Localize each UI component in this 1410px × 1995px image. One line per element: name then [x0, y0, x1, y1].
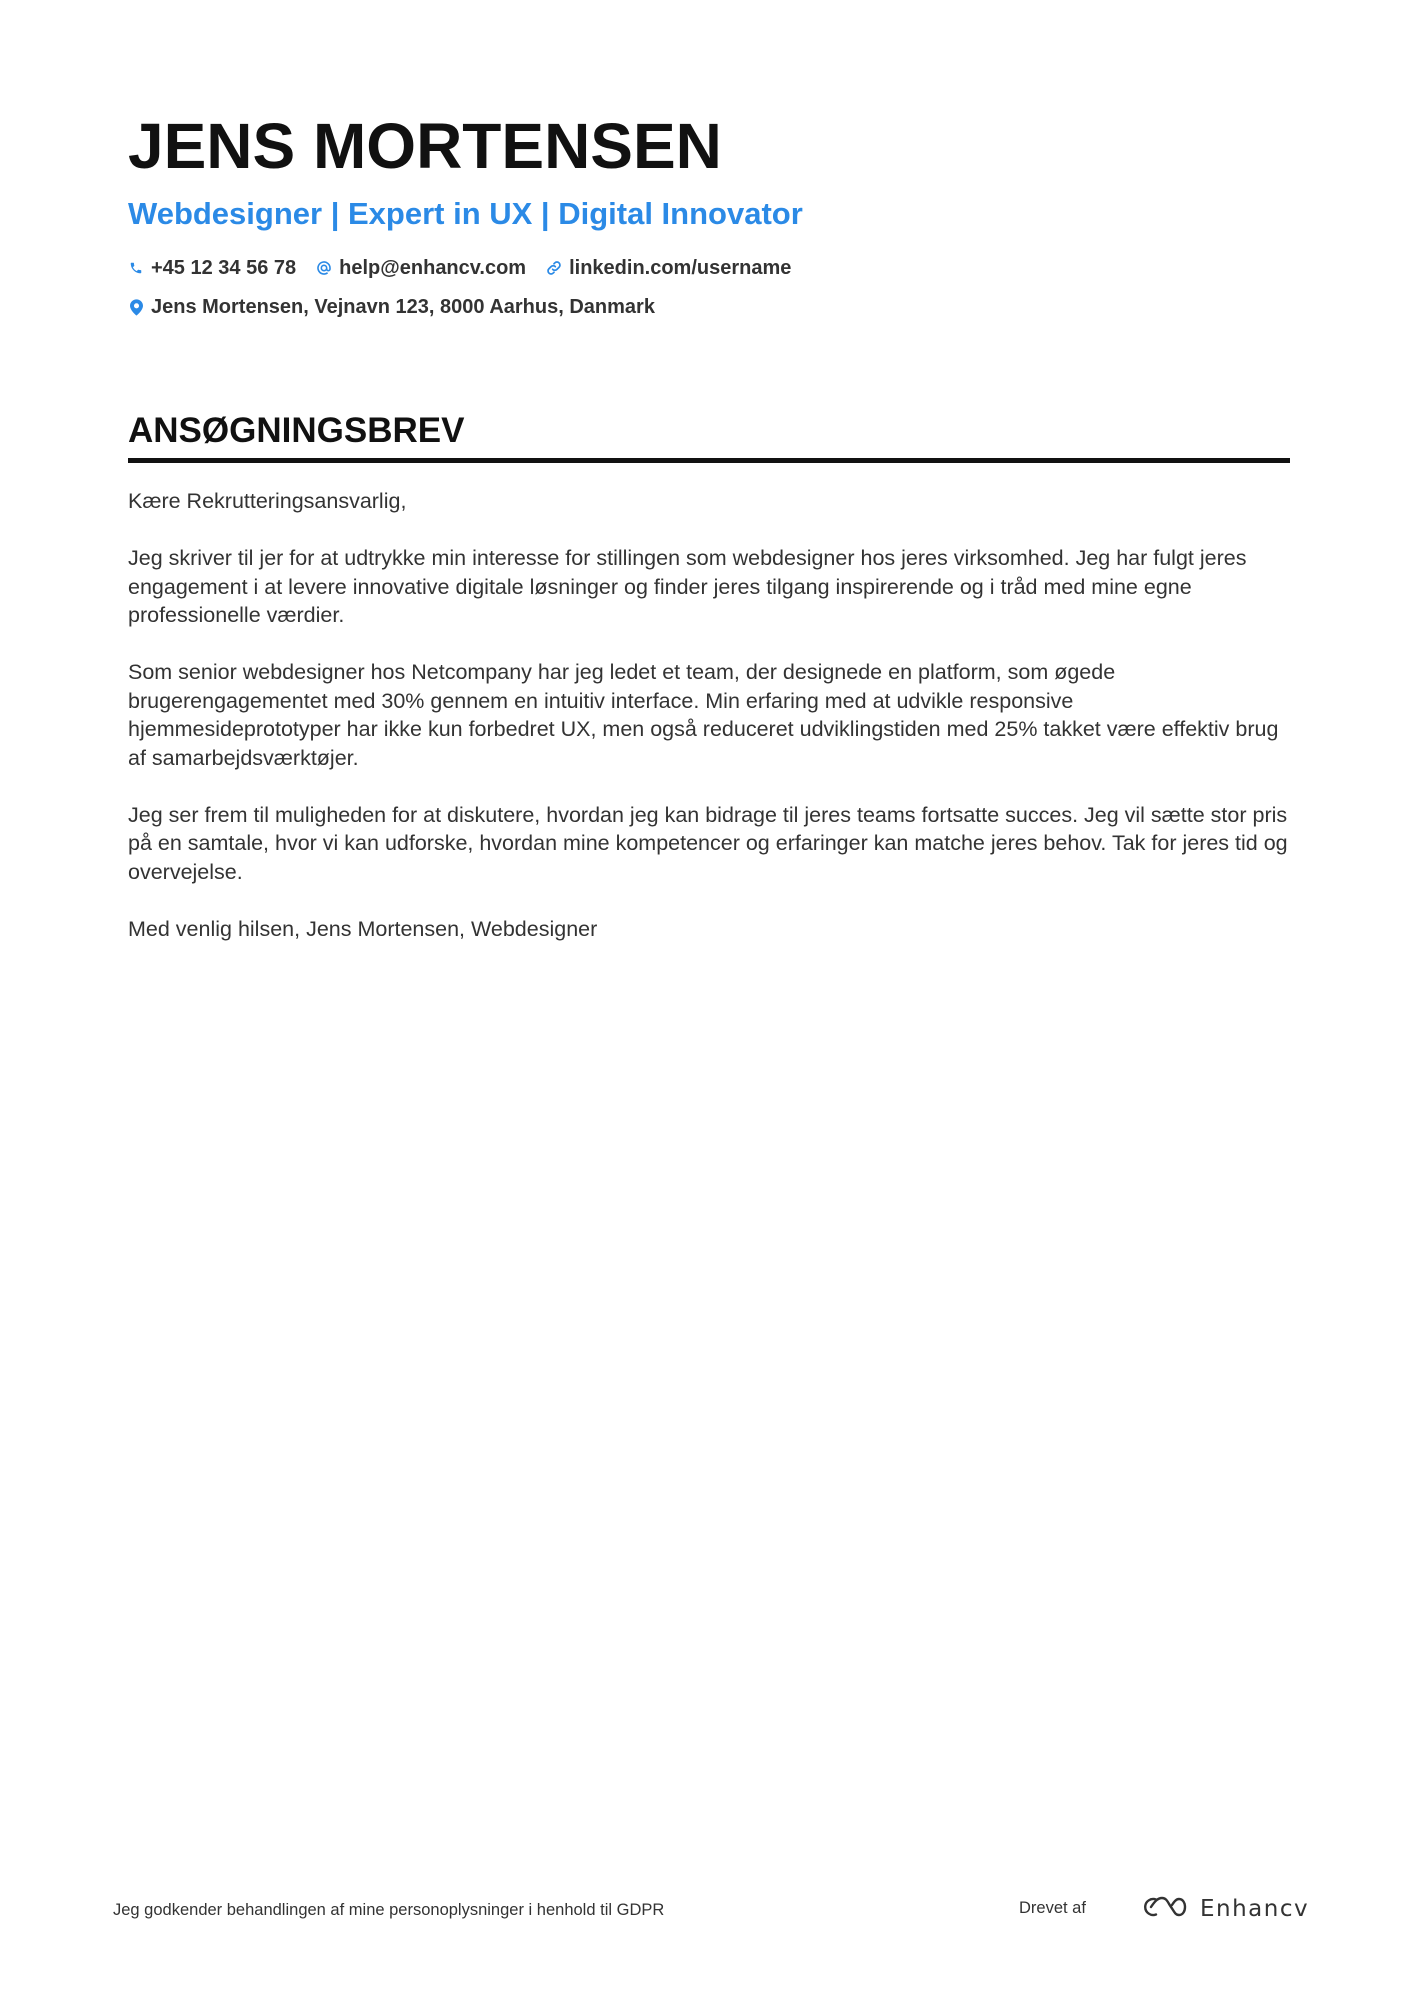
- contact-phone: [128, 254, 296, 282]
- candidate-name: JENS MORTENSEN: [128, 110, 722, 182]
- address-text: Jens Mortensen, Vejnavn 123, 8000 Aarhus, Danmark: [151, 296, 655, 318]
- header: [128, 108, 1290, 321]
- powered-by-label: Drevet af: [1019, 1899, 1086, 1917]
- location-pin-icon: [128, 298, 144, 316]
- contact-row-secondary: [128, 293, 1290, 321]
- letter-body: [128, 487, 1290, 943]
- letter-paragraph: Jeg ser frem til muligheden for at diskutere, hvordan jeg kan bidrage til jeres teams fortsatte succes. Jeg vil sætte stor pris på en samtale, hvor vi kan udforske, hvordan mine kompetencer og erfaringer kan matche jeres behov. Tak for jeres tid og overvejelse.: [128, 802, 1288, 884]
- letter-paragraph: Jeg skriver til jer for at udtrykke min interesse for stillingen som webdesigner hos jeres virksomhed. Jeg har fulgt jeres engagement i at levere innovative digitale løsninger og finder jeres tilgang inspirerende og i tråd med mine egne professionelle værdier.: [128, 546, 1247, 627]
- phone-icon: [128, 259, 144, 277]
- brand-link[interactable]: [1140, 1893, 1309, 1925]
- enhancv-logo-icon: [1140, 1894, 1188, 1925]
- letter-paragraph: Som senior webdesigner hos Netcompany har jeg ledet et team, der designede en platform, som øgede brugerengagementet med 30% gennem en intuitiv interface. Min erfaring med at udvikle responsive hjemmesideprototyper har ikke kun forbedret UX, men også reduceret udviklingstiden med 25% takket være effektiv brug af samarbejdsværktøjer.: [128, 660, 1279, 770]
- linkedin-text: linkedin.com/username: [569, 257, 792, 279]
- contact-row-primary: [128, 254, 1290, 282]
- candidate-headline: Webdesigner | Expert in UX | Digital Innovator: [128, 196, 803, 231]
- section-title: ANSØGNINGSBREV: [128, 411, 465, 450]
- phone-text: +45 12 34 56 78: [151, 257, 297, 279]
- letter-greeting: Kære Rekrutteringsansvarlig,: [128, 489, 407, 513]
- contact-linkedin[interactable]: [546, 254, 791, 282]
- contact-email[interactable]: [316, 254, 526, 282]
- gdpr-consent-text: Jeg godkender behandlingen af mine personoplysninger i henhold til GDPR: [113, 1901, 665, 1919]
- email-text: help@enhancv.com: [339, 257, 527, 279]
- contact-address: [128, 293, 655, 321]
- section-divider: [128, 458, 1290, 463]
- footer: [113, 1893, 1310, 1933]
- cover-letter-section: [128, 410, 1290, 972]
- at-icon: [316, 259, 332, 277]
- brand-name: Enhancv: [1200, 1896, 1310, 1922]
- letter-closing: Med venlig hilsen, Jens Mortensen, Webdesigner: [128, 916, 598, 941]
- link-icon: [546, 259, 562, 277]
